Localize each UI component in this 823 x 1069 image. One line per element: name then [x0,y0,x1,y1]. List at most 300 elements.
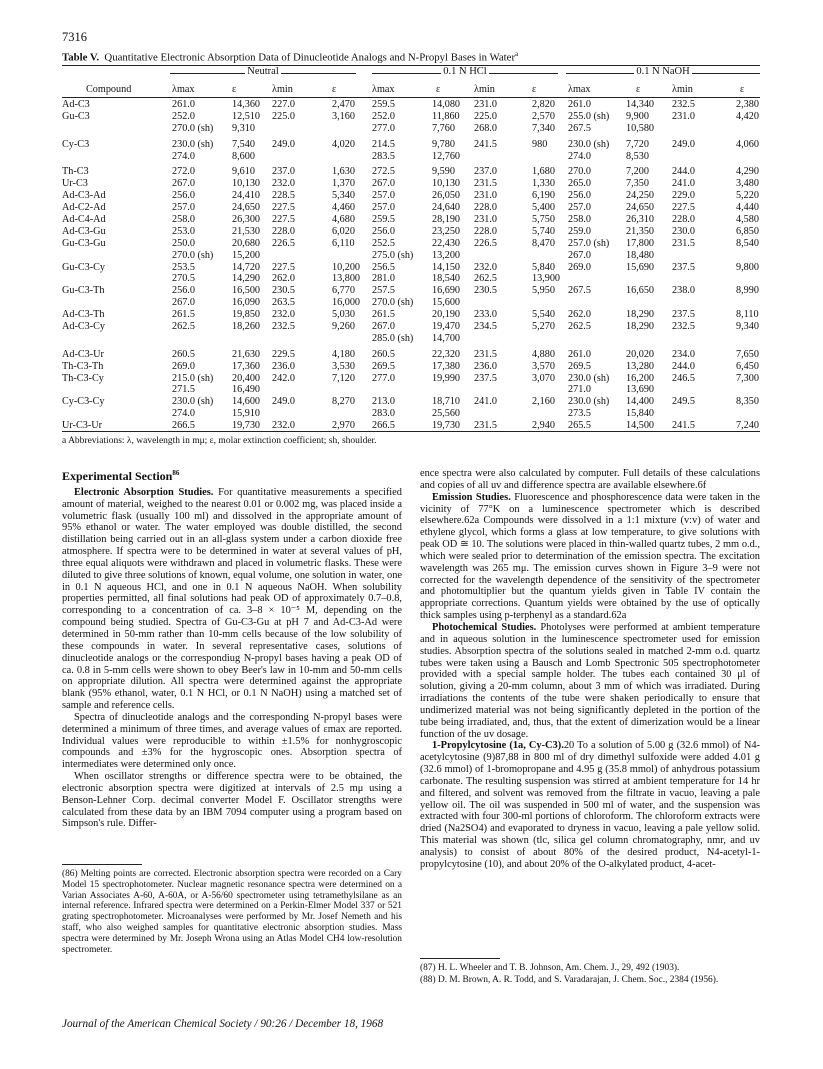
table-row [62,309,760,321]
left-column [62,468,402,830]
header-naoh-eps: ε [636,84,641,95]
cell-neutral-lmin: 227.0 [272,99,295,110]
group-hcl: 0.1 N HCl [372,66,558,77]
table-row [62,262,760,274]
cell-compound: Ad-C3-Th [62,309,105,321]
cell-hcl-lmax: 281.0 [372,273,395,285]
cell-naoh-eps-min: 4,060 [736,138,759,150]
cell-hcl-lmax: 261.5 [372,309,395,321]
cell-neutral-eps-min: 4,680 [332,214,355,226]
table-row [62,111,760,123]
table-title-text: Quantitative Electronic Absorption Data of Dinucleotide Analogs and N-Propyl Bases in Water [104,51,516,64]
table-row [62,190,760,202]
cell-neutral-eps-min: 2,470 [332,99,355,110]
cell-naoh-eps: 15,690 [626,261,655,273]
cell-hcl-lmax: 277.0 [372,122,395,134]
table-footnote: a Abbreviations: λ, wavelength in mμ; ε, molar extinction coefficient; sh, shoulder. [62,436,377,446]
cell-compound: Ad-C4-Ad [62,214,106,226]
cell-hcl-eps: 13,200 [432,249,461,261]
cell-compound: Th-C3 [62,166,89,178]
cell-neutral-eps: 14,720 [232,261,261,273]
cell-naoh-lmin: 232.5 [672,99,695,110]
footnote-88: (88) D. M. Brown, A. R. Todd, and S. Varadarajan, J. Chem. Soc., 2384 (1956). [420,975,719,985]
cell-hcl-lmax: 257.5 [372,285,395,297]
cell-naoh-eps: 10,580 [626,122,655,134]
cell-hcl-eps: 20,190 [432,309,461,321]
cell-neutral-lmax: 250.0 [172,237,195,249]
cell-neutral-lmin: 262.0 [272,273,295,285]
table-row [62,273,760,285]
cell-neutral-lmax: 252.0 [172,110,195,122]
table-row [62,321,760,333]
cell-naoh-lmax: 269.5 [568,360,591,372]
cell-neutral-eps: 16,090 [232,297,261,309]
cell-naoh-eps: 14,400 [626,396,655,408]
cell-hcl-lmin: 225.0 [474,110,497,122]
cell-neutral-lmax: 256.0 [172,190,195,202]
cell-neutral-lmin: 228.0 [272,225,295,237]
cell-naoh-eps-min: 8,350 [736,396,759,408]
paragraph-text: For quantitative measurements a specified amount of material, weighed to the nearest 0.01 or 0.002 mg, was placed inside a volumetric flask (usually 100 ml) and dissolved in the appropriate amount of 95% ethanol or water. The water employed was double distilled, the second distillation being carried out in an all-glass system under a carbon dioxide free atmosphere. If spectra were to be determined in water at several values of pH, three equal aliquots were withdrawn and placed in volumetric flasks. These were diluted to give three solutions of known, equal volume, one solution in water, one in 0.1 N aqueous HCl, and one in 0.1 N aqueous NaOH. When solubility properties permitted, all final solutions had peak OD of approximately 0.7–0.8, corresponding to a concentration of ca. 3–8 × 10⁻⁵ M, depending on the compound being studied. Spectra of Gu-C3-Gu at pH 7 and Ad-C3-Ad were determined in 50-mm rather than 10-mm cells because of the low solubility of these compounds in water. In several representative cases, solutions of dinucleotide analogs or the correspondiug N-propyl bases having a peak OD of ca. 0.8 in 5-mm cells were shown to obey Beer's law in 10-mm and 50-mm cells on appropriate dilution. All spectra were determined against the appropriate blank (95% ethanol, water, 0.1 N HCl, or 0.1 N NaOH) using a matched set of sample and reference cells. [62,486,402,712]
cell-neutral-eps-min: 5,030 [332,309,355,321]
paragraph [420,492,760,622]
cell-naoh-lmin: 249.5 [672,396,695,408]
cell-hcl-lmax: 269.5 [372,360,395,372]
table-row [62,384,760,396]
cell-hcl-eps: 14,080 [432,99,461,110]
cell-naoh-lmin: 229.0 [672,190,695,202]
cell-neutral-lmax: 230.0 (sh) [172,396,214,408]
cell-hcl-eps: 19,990 [432,372,461,384]
cell-neutral-eps-min: 3,160 [332,110,355,122]
cell-neutral-eps: 9,610 [232,166,255,178]
cell-naoh-lmax: 265.5 [568,420,591,432]
cell-neutral-lmax: 260.5 [172,348,195,360]
right-paragraphs [420,468,760,871]
cell-hcl-lmin: 262.5 [474,273,497,285]
cell-hcl-lmin: 234.5 [474,321,497,333]
cell-hcl-lmin: 230.5 [474,285,497,297]
paragraph-text: When oscillator strengths or difference spectra were to be obtained, the electronic absorption spectra were digitized at intervals of 2.5 mμ using a Benson-Lehner Corp. decimal converter Model F. Oscillator strengths were calculated from these data by an IBM 7094 computer using a program based on Simpson's rule. Differ- [62,771,402,830]
paragraph-text: Spectra of dinucleotide analogs and the corresponding N-propyl bases were determined a minimum of three times, and average values of εmax are reported. Individual values were reproducible to within ±1.5% for nonhygroscopic compounds and ±3% for the hygroscopic ones. Absorption spectra of intermediates were determined only once. [62,711,402,771]
cell-compound: Ur-C3 [62,178,88,190]
cell-neutral-eps: 14,290 [232,273,261,285]
cell-hcl-lmax: 275.0 (sh) [372,249,414,261]
cell-compound: Gu-C3-Th [62,285,105,297]
table-row [62,285,760,297]
cell-neutral-lmax: 267.0 [172,297,195,309]
cell-neutral-eps-min: 1,370 [332,178,355,190]
cell-neutral-lmax: 270.0 (sh) [172,122,214,134]
cell-neutral-lmax: 261.0 [172,99,195,110]
cell-hcl-lmin: 231.5 [474,178,497,190]
paragraph-lead: Emission Studies. [432,491,511,503]
cell-naoh-eps: 7,720 [626,138,649,150]
cell-compound: Ur-C3-Ur [62,420,102,432]
cell-neutral-eps-min: 3,530 [332,360,355,372]
cell-naoh-lmax: 257.0 (sh) [568,237,610,249]
cell-hcl-eps: 12,760 [432,150,461,162]
cell-compound: Gu-C3-Cy [62,261,106,273]
cell-neutral-lmax: 272.0 [172,166,195,178]
cell-hcl-eps: 11,860 [432,110,460,122]
cell-neutral-lmin: 227.5 [272,261,295,273]
table-row [62,178,760,190]
cell-hcl-eps: 14,150 [432,261,461,273]
cell-naoh-lmin: 231.5 [672,237,695,249]
cell-hcl-eps: 16,690 [432,285,461,297]
cell-hcl-lmin: 241.5 [474,138,497,150]
cell-naoh-lmax: 267.5 [568,285,591,297]
cell-hcl-eps: 24,640 [432,202,461,214]
cell-naoh-lmin: 244.0 [672,166,695,178]
cell-hcl-eps-min: 2,820 [532,99,555,110]
cell-naoh-eps: 7,350 [626,178,649,190]
header-hcl-lmax: λmax [372,84,395,95]
table-row [62,250,760,262]
paragraph [420,468,760,492]
cell-neutral-eps-min: 7,120 [332,372,355,384]
cell-naoh-lmin: 232.5 [672,321,695,333]
cell-hcl-eps-min: 980 [532,138,548,150]
cell-compound: Gu-C3 [62,110,90,122]
cell-naoh-lmax: 271.0 [568,384,591,396]
cell-naoh-lmin: 241.5 [672,420,695,432]
cell-hcl-lmax: 213.0 [372,396,395,408]
cell-neutral-eps-min: 6,020 [332,225,355,237]
table-row [62,151,760,163]
left-footnote-rule [62,864,142,865]
header-hcl-eps: ε [436,84,441,95]
table-row [62,396,760,408]
paragraph [420,740,760,870]
table-row [62,214,760,226]
cell-hcl-lmax: 283.5 [372,150,395,162]
cell-neutral-eps: 15,200 [232,249,261,261]
header-neutral-lmax: λmax [172,84,195,95]
cell-naoh-eps-min: 8,110 [736,309,759,321]
cell-naoh-lmax: 230.0 (sh) [568,372,610,384]
cell-compound: Ad-C3-Ur [62,348,104,360]
cell-neutral-eps: 15,910 [232,408,261,420]
cell-naoh-lmin: 234.0 [672,348,695,360]
paragraph-lead: Photochemical Studies. [432,621,537,633]
heading-ref: 86 [172,469,180,477]
cell-neutral-lmax: 253.0 [172,225,195,237]
cell-neutral-lmin: 232.0 [272,309,295,321]
cell-hcl-lmax: 214.5 [372,138,395,150]
cell-hcl-lmax: 266.5 [372,420,395,432]
cell-naoh-lmax: 230.0 (sh) [568,396,610,408]
cell-neutral-eps: 8,600 [232,150,255,162]
footnote-87: (87) H. L. Wheeler and T. B. Johnson, Am. Chem. J., 29, 492 (1903). [420,963,680,973]
footnote-86: (86) Melting points are corrected. Electronic absorption spectra were recorded on a Cary Model 15 spectrophotometer. Nuclear magnetic resonance spectra were determined on a Varian Associates A-60, A-60A, or A-56/60 spectrometer using tetramethylsilane as an internal reference. Infrared spectra were determined on a Perkin-Elmer Model 337 or 521 grating spectrophotometer. Microanalyses were performed by Mr. Josef Nemeth and his staff, who also weighed samples for quantitative electronic absorption studies. Mass spectra were determined by Mr. Joseph Wrona using an Atlas Model CH4 low-resolution spectrometer. [62,869,402,955]
cell-neutral-eps: 19,730 [232,420,261,432]
cell-neutral-lmax: 269.0 [172,360,195,372]
cell-hcl-eps: 18,540 [432,273,461,285]
cell-naoh-lmax: 267.0 [568,249,591,261]
cell-neutral-eps: 12,510 [232,110,261,122]
cell-hcl-lmin: 237.5 [474,372,497,384]
cell-hcl-lmin: 226.5 [474,237,497,249]
cell-hcl-lmin: 241.0 [474,396,497,408]
table-row [62,373,760,385]
cell-naoh-eps: 9,900 [626,110,649,122]
cell-neutral-lmin: 228.5 [272,190,295,202]
cell-neutral-eps: 20,400 [232,372,261,384]
right-footnote-rule [420,958,500,959]
cell-naoh-lmin: 230.0 [672,225,695,237]
cell-hcl-eps-min: 5,540 [532,309,555,321]
cell-hcl-eps-min: 5,740 [532,225,555,237]
header-naoh-eps2: ε [740,84,745,95]
cell-naoh-lmax: 270.0 [568,166,591,178]
cell-naoh-eps-min: 3,480 [736,178,759,190]
cell-compound: Ad-C3-Ad [62,190,106,202]
cell-neutral-eps-min: 4,460 [332,202,355,214]
cell-neutral-eps: 14,360 [232,99,261,110]
cell-hcl-eps: 22,320 [432,348,461,360]
cell-neutral-lmin: 227.5 [272,202,295,214]
cell-naoh-lmax: 230.0 (sh) [568,138,610,150]
cell-naoh-eps: 7,200 [626,166,649,178]
cell-hcl-lmax: 257.0 [372,202,395,214]
cell-naoh-eps: 17,800 [626,237,655,249]
cell-naoh-eps: 15,840 [626,408,655,420]
cell-naoh-lmin: 244.0 [672,360,695,372]
cell-naoh-eps-min: 5,220 [736,190,759,202]
cell-hcl-eps-min: 1,680 [532,166,555,178]
cell-neutral-lmin: 229.5 [272,348,295,360]
left-paragraphs [62,487,402,830]
cell-neutral-eps-min: 6,110 [332,237,355,249]
table-row [62,297,760,309]
cell-naoh-eps-min: 4,420 [736,110,759,122]
cell-hcl-eps: 19,470 [432,321,461,333]
cell-naoh-lmin: 228.0 [672,214,695,226]
cell-neutral-eps: 16,490 [232,384,261,396]
cell-naoh-eps-min: 8,540 [736,237,759,249]
cell-neutral-eps: 7,540 [232,138,255,150]
cell-neutral-lmin: 232.0 [272,178,295,190]
cell-naoh-eps-min: 9,340 [736,321,759,333]
cell-hcl-lmin: 232.0 [474,261,497,273]
cell-hcl-lmax: 259.5 [372,99,395,110]
cell-neutral-lmax: 274.0 [172,408,195,420]
cell-neutral-lmin: 236.0 [272,360,295,372]
cell-hcl-lmax: 259.5 [372,214,395,226]
header-neutral-lmin: λmin [272,84,293,95]
cell-hcl-eps-min: 2,940 [532,420,555,432]
cell-neutral-eps-min: 9,260 [332,321,355,333]
cell-hcl-lmax: 285.0 (sh) [372,332,414,344]
cell-naoh-lmin: 246.5 [672,372,695,384]
table-row [62,226,760,238]
header-naoh-lmax: λmax [568,84,591,95]
cell-hcl-lmin: 231.5 [474,348,497,360]
section-heading: Experimental Section$^{86}$ [62,469,180,483]
cell-hcl-eps-min: 5,840 [532,261,555,273]
cell-compound: Ad-C2-Ad [62,202,106,214]
cell-hcl-eps-min: 8,470 [532,237,555,249]
header-hcl-eps2: ε [532,84,537,95]
cell-neutral-lmax: 271.5 [172,384,195,396]
cell-hcl-eps-min: 3,070 [532,372,555,384]
table-row [62,408,760,420]
paragraph-text: ence spectra were also calculated by computer. Full details of these calculations and copies of all uv and difference spectra are available elsewhere.6f [420,468,760,491]
cell-hcl-eps-min: 2,160 [532,396,555,408]
cell-hcl-eps-min: 5,950 [532,285,555,297]
cell-hcl-eps-min: 7,340 [532,122,555,134]
cell-neutral-eps: 21,530 [232,225,261,237]
cell-hcl-eps: 9,780 [432,138,455,150]
header-naoh-lmin: λmin [672,84,693,95]
cell-hcl-eps: 19,730 [432,420,461,432]
cell-hcl-eps: 7,760 [432,122,455,134]
cell-hcl-lmin: 233.0 [474,309,497,321]
cell-neutral-lmax: 257.0 [172,202,195,214]
cell-naoh-eps: 20,020 [626,348,655,360]
cell-neutral-lmin: 226.5 [272,237,295,249]
cell-neutral-eps-min: 8,270 [332,396,355,408]
cell-hcl-lmin: 268.0 [474,122,497,134]
cell-naoh-eps: 16,200 [626,372,655,384]
cell-hcl-lmin: 236.0 [474,360,497,372]
cell-naoh-eps: 24,250 [626,190,655,202]
cell-naoh-eps-min: 4,440 [736,202,759,214]
cell-hcl-eps: 10,130 [432,178,461,190]
cell-hcl-eps: 14,700 [432,332,461,344]
cell-naoh-lmax: 258.0 [568,214,591,226]
cell-neutral-lmin: 227.5 [272,214,295,226]
absorption-data-table [62,99,760,432]
cell-hcl-eps-min: 3,570 [532,360,555,372]
cell-naoh-lmin: 231.0 [672,110,695,122]
cell-hcl-lmax: 252.5 [372,237,395,249]
table-label: Table V. [62,51,100,64]
cell-naoh-lmax: 259.0 [568,225,591,237]
table-row [62,123,760,135]
table-bottom-rule [62,431,760,432]
cell-neutral-lmax: 262.5 [172,321,195,333]
cell-hcl-eps: 26,050 [432,190,461,202]
cell-hcl-eps-min: 6,190 [532,190,555,202]
cell-hcl-eps-min: 4,880 [532,348,555,360]
cell-neutral-lmax: 270.5 [172,273,195,285]
cell-hcl-lmin: 231.0 [474,99,497,110]
cell-naoh-lmax: 274.0 [568,150,591,162]
cell-neutral-lmin: 225.0 [272,110,295,122]
cell-neutral-lmax: 230.0 (sh) [172,138,214,150]
cell-hcl-lmin: 237.0 [474,166,497,178]
paragraph [62,487,402,712]
cell-neutral-lmax: 261.5 [172,309,195,321]
cell-compound: Ad-C3-Cy [62,321,106,333]
cell-naoh-lmax: 262.5 [568,321,591,333]
cell-naoh-lmax: 273.5 [568,408,591,420]
cell-hcl-eps: 17,380 [432,360,461,372]
cell-hcl-eps: 18,710 [432,396,461,408]
cell-compound: Th-C3-Th [62,360,104,372]
table-row [62,202,760,214]
cell-naoh-eps-min: 4,290 [736,166,759,178]
cell-naoh-eps-min: 8,990 [736,285,759,297]
cell-neutral-eps: 26,300 [232,214,261,226]
cell-hcl-lmin: 231.5 [474,420,497,432]
cell-naoh-eps: 24,650 [626,202,655,214]
cell-hcl-lmin: 228.0 [474,202,497,214]
cell-naoh-eps: 14,340 [626,99,655,110]
cell-naoh-eps: 13,280 [626,360,655,372]
cell-naoh-lmax: 262.0 [568,309,591,321]
cell-hcl-lmax: 283.0 [372,408,395,420]
cell-neutral-lmax: 253.5 [172,261,195,273]
cell-neutral-eps: 24,410 [232,190,261,202]
cell-compound: Gu-C3-Gu [62,237,106,249]
cell-hcl-eps-min: 13,900 [532,273,561,285]
cell-naoh-eps: 21,350 [626,225,655,237]
paragraph-text: 20 To a solution of 5.00 g (32.6 mmol) of N4-acetylcytosine (9)87,88 in 800 ml of dry dimethyl sulfoxide were added 4.01 g (32.6 mmol) of 1-bromopropane and 4.95 g (35.8 mmol) of anhydrous potassium carbonate. The resulting suspension was stirred at ambient temperature for 14 hr and filtered, and solvent was removed from the filtrate in vacuo, leaving a pale yellow oil. The oil was suspended in 500 ml of water, and the suspension was extracted with four 300-ml portions of chloroform. The chloroform extracts were dried (Na2SO4) and evaporated to dryness in vacuo, leaving a pale yellow solid. This material was shown (tlc, silica gel column chromatography, nmr, and uv analysis) to consist of about 80% of the desired product, N4-acetyl-1-propylcytosine (10), and about 20% of the O-alkylated product, 4-acet- [420,740,761,870]
paragraph [420,622,760,740]
cell-neutral-eps: 16,500 [232,285,261,297]
table-header-rule [62,97,760,98]
cell-compound: Ad-C3-Gu [62,225,106,237]
cell-neutral-eps-min: 10,200 [332,261,361,273]
table-row [62,333,760,345]
cell-hcl-lmin: 231.0 [474,190,497,202]
table-title-note: a [515,50,519,58]
cell-neutral-lmax: 256.0 [172,285,195,297]
header-neutral-eps2: ε [332,84,337,95]
cell-hcl-lmax: 257.0 [372,190,395,202]
cell-naoh-lmax: 261.0 [568,99,591,110]
cell-hcl-eps-min: 1,330 [532,178,555,190]
cell-neutral-lmin: 232.5 [272,321,295,333]
cell-hcl-lmax: 260.5 [372,348,395,360]
header-neutral-eps: ε [232,84,237,95]
header-compound: Compound [86,84,132,95]
cell-neutral-eps-min: 2,970 [332,420,355,432]
cell-hcl-lmin: 231.0 [474,214,497,226]
paragraph-lead: 1-Propylcytosine (1a, Cy-C3). [432,740,564,752]
table-row [62,238,760,250]
cell-hcl-eps: 25,560 [432,408,461,420]
cell-hcl-lmax: 277.0 [372,372,395,384]
cell-naoh-lmax: 265.0 [568,178,591,190]
cell-neutral-lmax: 270.0 (sh) [172,249,214,261]
cell-neutral-lmin: 242.0 [272,372,295,384]
cell-neutral-eps: 18,260 [232,321,261,333]
cell-neutral-eps-min: 13,800 [332,273,361,285]
cell-neutral-lmax: 267.0 [172,178,195,190]
paragraph-text: Fluorescence and phosphorescence data were taken in the vicinity of 77°K on a luminescence spectrometer which is described elsewhere.62a Compounds were dissolved in a 1:1 mixture (v:v) of water and ethylene glycol, which forms a glass at low temperature, to give solutions with peak OD ≅ 10. The solutions were placed in thin-walled quartz tubes, 2 mm o.d., which were sealed prior to determination of the emission spectra. The excitation wavelength was 265 mμ. The emission curves shown in Figure 3–9 were not corrected for the wavelength dependence of the sensitivity of the spectrometer and photomultiplier but the quantum yields given in Table IV contain the appropriate corrections. Quantum yields were obtained by the use of optically thick samples using p-terphenyl as a standard.62a [420,491,760,622]
cell-neutral-lmax: 274.0 [172,150,195,162]
cell-hcl-lmax: 267.0 [372,321,395,333]
cell-naoh-eps-min: 2,380 [736,99,759,110]
cell-neutral-lmax: 258.0 [172,214,195,226]
cell-neutral-lmin: 230.5 [272,285,295,297]
cell-compound: Cy-C3-Cy [62,396,105,408]
table-row [62,166,760,178]
cell-naoh-eps: 13,690 [626,384,655,396]
cell-hcl-eps-min: 5,750 [532,214,555,226]
table-row [62,99,760,111]
cell-neutral-eps: 20,680 [232,237,261,249]
cell-naoh-lmin: 237.5 [672,261,695,273]
cell-naoh-eps: 18,290 [626,309,655,321]
cell-neutral-lmin: 249.0 [272,396,295,408]
group-neutral: Neutral [170,66,356,77]
